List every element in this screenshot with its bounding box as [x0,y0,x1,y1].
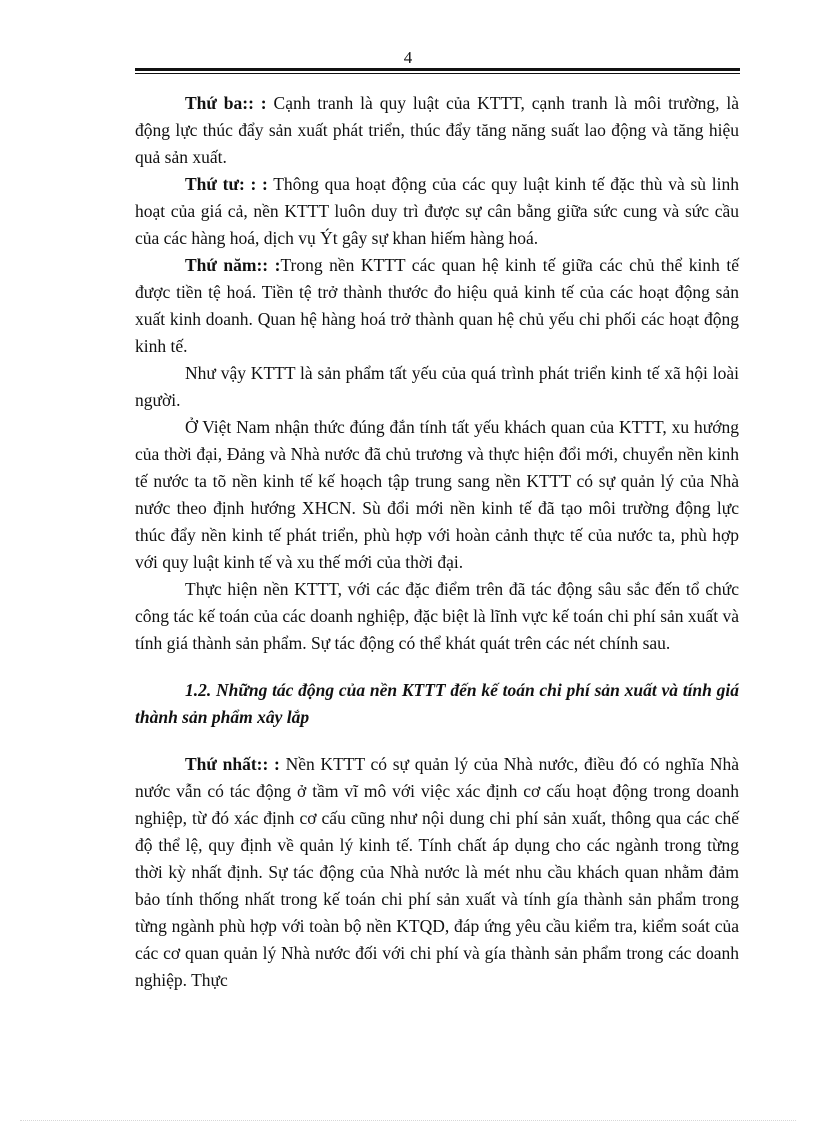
page-bottom-border [20,1120,796,1121]
page-number: 4 [403,48,413,67]
paragraph-lead: Thứ nhất:: : [185,754,280,774]
paragraph-text: Trong nền KTTT các quan hệ kinh tế giữa các chủ thể kinh tế được tiền tệ hoá. Tiền tệ trở thành thước đo hiệu quả kinh tế của các hoạt động sản xuất kinh doanh. Quan hệ hàng hoá trở thành quan hệ chủ yếu chi phối các hoạt động kinh tế. [135,255,739,356]
paragraph-text: Cạnh tranh là quy luật của KTTT, cạnh tranh là môi trường, là động lực thúc đẩy sản xuất phát triển, thúc đẩy tăng năng suất lao động và tăng hiệu quả sản xuất. [135,93,739,167]
paragraph-lead: Thứ ba:: : [185,93,267,113]
paragraph-thu-tu [135,171,739,252]
paragraph-thu-nam [135,252,739,360]
header-rule-thick [135,68,740,71]
paragraph-text: Thông qua hoạt động của các quy luật kinh tế đặc thù và sù linh hoạt của giá cả, nền KTTT luôn duy trì được sự cân bằng giữa sức cung và sức cầu của các hàng hoá, dịch vụ Ýt gây sự khan hiếm hàng hoá. [135,174,739,248]
paragraph-conclusion: Như vậy KTTT là sản phẩm tất yếu của quá trình phát triển kinh tế xã hội loài người. [135,363,739,410]
paragraph-lead: Thứ tư: : : [185,174,268,194]
paragraph-impact: Thực hiện nền KTTT, với các đặc điểm trên đã tác động sâu sắc đến tổ chức công tác kế toán của các doanh nghiệp, đặc biệt là lĩnh vực kế toán chi phí sản xuất và tính giá thành sản phẩm. Sự tác động có thể khát quát trên các nét chính sau. [135,579,739,653]
document-body [135,90,739,994]
paragraph-lead: Thứ năm:: : [185,255,281,275]
paragraph-vietnam: Ở Việt Nam nhận thức đúng đắn tính tất yếu khách quan của KTTT, xu hướng của thời đại, Đảng và Nhà nước đã chủ trương và thực hiện đổi mới, chuyển nền kinh tế nước ta tõ nền kinh tế kế hoạch tập trung sang nền KTTT có sự quản lý của Nhà nước theo định hướng XHCN. Sù đổi mới nền kinh tế đã tạo môi trường động lực thúc đẩy nền kinh tế phát triển, phù hợp với hoàn cảnh thực tế của nước ta, phù hợp với quy luật kinh tế và xu thế mới của thời đại. [135,417,739,572]
header-rule [135,68,740,74]
paragraph-text: Nền KTTT có sự quản lý của Nhà nước, điều đó có nghĩa Nhà nước vẫn có tác động ở tầm vĩ mô với việc xác định cơ cấu hoạt động trong doanh nghiệp, từ đó xác định cơ cấu cũng như nội dung chi phí sản xuất, thông qua các chế độ thể lệ, quy định về quản lý kinh tế. Tính chất áp dụng cho các ngành trong từng thời kỳ nhất định. Sự tác động của Nhà nước là mét nhu cầu khách quan nhằm đảm bảo tính thống nhất trong kế toán chi phí sản xuất và tính gía thành sản phẩm trong từng ngành phù hợp với toàn bộ nền KTQD, đáp ứng yêu cầu kiểm tra, kiểm soát của các cơ quan quản lý Nhà nước đối với chi phí và gía thành sản phẩm trong các doanh nghiệp. Thực [135,754,739,990]
header-rule-thin [135,73,740,74]
paragraph-thu-ba [135,90,739,171]
section-heading: 1.2. Những tác động của nền KTTT đến kế toán chi phí sản xuất và tính giá thành sản phẩm xây lắp [135,680,739,727]
paragraph-thu-nhat [135,751,739,994]
